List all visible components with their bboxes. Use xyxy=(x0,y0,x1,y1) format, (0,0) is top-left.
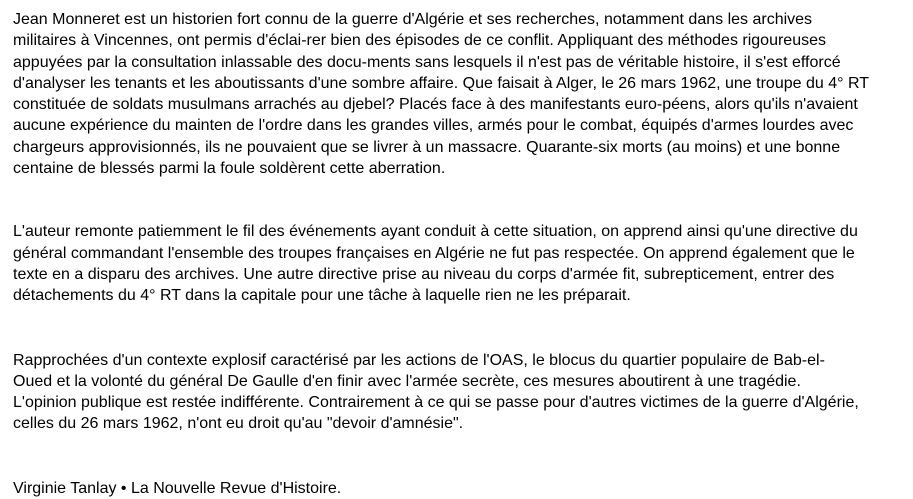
text-line: constituée de soldats musulmans arrachés au djebel? Placés face à des manifestants euro-péens, alors qu'ils n'avaient xyxy=(13,96,858,114)
paragraph-1 xyxy=(13,9,906,179)
text-line: chargeurs approvisionnés, ils ne pouvaient que se livrer à un massacre. Quarante-six morts (au moins) et une bonne xyxy=(13,138,841,156)
paragraph-2 xyxy=(13,221,906,306)
text-line: Oued et la volonté du général De Gaulle d'en finir avec l'armée secrète, ces mesures aboutirent à une tragédie. xyxy=(13,372,801,390)
text-line: Jean Monneret est un historien fort connu de la guerre d'Algérie et ses recherches, notamment dans les archives xyxy=(13,11,813,28)
text-line: Rapprochées d'un contexte explosif caractérisé par les actions de l'OAS, le blocus du quartier populaire de Bab-el- xyxy=(13,351,825,369)
signature xyxy=(13,478,906,499)
article-body xyxy=(13,9,906,499)
text-line: aucune expérience du mainten de l'ordre dans les grandes villes, armés pour le combat, équipés d'armes lourdes avec xyxy=(13,117,854,135)
text-line: L'opinion publique est restée indifférente. Contrairement à ce qui se passe pour d'autres victimes de la guerre d'Algérie, xyxy=(13,394,859,412)
text-line: appuyées par la consultation inlassable des docu-ments sans lesquels il n'est pas de véritable histoire, il s'est efforcé xyxy=(13,53,841,71)
text-line: général commandant l'ensemble des troupes françaises en Algérie ne fut pas respectée. On apprend également que le xyxy=(13,244,855,262)
text-line: détachements du 4° RT dans la capitale pour une tâche à laquelle rien ne les préparait. xyxy=(13,287,631,305)
text-line: centaine de blessés parmi la foule soldèrent cette aberration. xyxy=(13,160,446,178)
paragraph-3 xyxy=(13,350,906,435)
text-line: L'auteur remonte patiemment le fil des événements ayant conduit à cette situation, on apprend ainsi qu'une directive du xyxy=(13,223,858,241)
text-line: militaires à Vincennes, ont permis d'éclai-rer bien des épisodes de ce conflit. Appliquant des méthodes rigoureuses xyxy=(13,32,826,50)
text-line: d'analyser les tenants et les aboutissants d'une sombre affaire. Que faisait à Alger, le 26 mars 1962, une troupe du 4° RT xyxy=(13,74,869,92)
signature-text: Virginie Tanlay • La Nouvelle Revue d'Histoire. xyxy=(13,479,342,497)
text-line: celles du 26 mars 1962, n'ont eu droit qu'au "devoir d'amnésie". xyxy=(13,415,464,433)
text-line: texte en a disparu des archives. Une autre directive prise au niveau du corps d'armée fit, subrepticement, entrer des xyxy=(13,265,835,283)
